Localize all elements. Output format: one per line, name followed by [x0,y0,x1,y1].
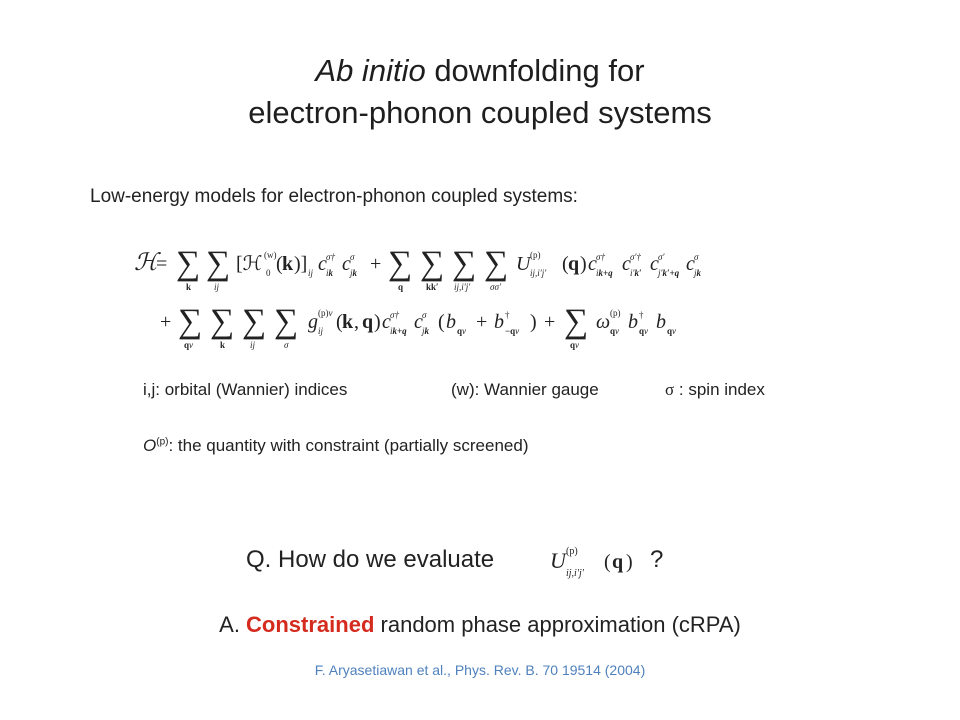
subtitle: Low-energy models for electron-phonon coupled systems: [90,186,578,207]
svg-text:ij,i′j′: ij,i′j′ [454,282,471,292]
legend-gauge: (w): Wannier gauge [451,380,599,399]
svg-text:q: q [362,311,374,333]
definition-symbol: O [143,436,157,455]
svg-text:b: b [628,311,638,333]
svg-text:σ†: σ† [596,252,605,262]
svg-text:g: g [308,311,318,333]
spin-symbol: σ [665,380,675,399]
svg-text:ω: ω [596,311,611,333]
svg-text:qν: qν [667,326,677,336]
svg-text:b: b [494,311,504,333]
title-line-1 [0,50,960,92]
svg-text:∑: ∑ [176,245,201,282]
svg-text:)]: )] [294,253,308,275]
svg-text:σ†: σ† [326,252,335,262]
svg-text:∑: ∑ [452,245,477,282]
svg-text:q: q [568,253,580,275]
svg-text:ij: ij [214,282,220,292]
question-mark: ? [650,546,664,573]
svg-text:(: ( [438,311,445,333]
u-p-symbol [548,540,646,582]
svg-text:k: k [186,282,192,292]
svg-text:c: c [622,253,631,275]
svg-text:ij: ij [318,326,324,336]
svg-text:ij: ij [250,340,256,350]
svg-text:(: ( [336,311,343,333]
svg-text:qν: qν [610,326,620,336]
definition-superscript: (p) [156,436,169,448]
svg-text:σ: σ [284,340,289,350]
answer-rest: random phase approximation (cRPA) [374,612,741,637]
svg-text:(: ( [604,551,611,573]
svg-text:∑: ∑ [178,303,203,340]
svg-text:σσ′: σσ′ [490,282,501,292]
spin-text: : spin index [674,380,765,399]
svg-text:σ: σ [350,252,355,262]
svg-text:ij,i′j′: ij,i′j′ [566,568,584,579]
svg-text:σ: σ [422,310,427,320]
svg-text:σ′†: σ′† [630,252,641,262]
title-italic: Ab initio [315,53,426,88]
svg-text:∑: ∑ [484,245,509,282]
svg-text:c: c [318,253,327,275]
answer-highlight: Constrained [246,612,375,637]
slide-title [0,50,960,134]
svg-text:k: k [220,340,226,350]
legend-indices: i,j: orbital (Wannier) indices [143,380,348,399]
svg-text:): ) [626,551,633,573]
svg-text:c: c [342,253,351,275]
svg-text:(p): (p) [610,308,621,318]
svg-text:(: ( [562,253,569,275]
svg-text:∑: ∑ [242,303,267,340]
answer [0,612,960,638]
svg-text:kk′: kk′ [426,282,439,292]
svg-text:j′k′+q: j′k′+q [658,268,680,278]
svg-text:†: † [639,310,644,320]
svg-text:jk: jk [422,326,430,336]
svg-text:0: 0 [266,268,271,278]
svg-text:b: b [656,311,666,333]
svg-text:−qν: −qν [505,326,520,336]
svg-text:†: † [505,310,510,320]
svg-text:): ) [374,311,381,333]
definition-text: : the quantity with constraint (partially screened) [168,436,529,455]
svg-text:c: c [650,253,659,275]
svg-text:q: q [398,282,404,292]
legend-spin [665,380,765,400]
svg-text:qν: qν [457,326,467,336]
svg-text:qν: qν [639,326,649,336]
svg-text:ik+q: ik+q [596,268,613,278]
svg-text:∑: ∑ [274,303,299,340]
svg-text:qν: qν [570,340,580,350]
svg-text:U: U [550,548,566,573]
svg-text:σ′: σ′ [658,252,665,262]
svg-text:c: c [414,311,423,333]
answer-prefix: A. [219,612,247,637]
svg-text:=: = [156,253,168,275]
svg-text:q: q [612,551,624,573]
svg-text:U: U [516,253,531,275]
reference-citation: F. Aryasetiawan et al., Phys. Rev. B. 70 19514 (2004) [314,662,646,678]
svg-text:ij: ij [308,268,314,278]
svg-text:∑: ∑ [564,303,589,340]
svg-text:+: + [544,311,556,333]
svg-text:qν: qν [184,340,194,350]
svg-text:ik: ik [326,268,334,278]
svg-text:(: ( [276,253,283,275]
title-line-2: electron-phonon coupled systems [248,95,712,130]
svg-text:+: + [160,311,172,333]
question: Q. How do we evaluate [246,546,495,573]
svg-text:jk: jk [694,268,702,278]
svg-text:k: k [282,253,294,275]
svg-text:σ†: σ† [390,310,399,320]
constraint-definition [143,436,528,456]
title-rest: downfolding for [425,53,645,88]
svg-text:∑: ∑ [420,245,445,282]
svg-text:+: + [476,311,488,333]
svg-text:∑: ∑ [388,245,413,282]
svg-text:ik+q: ik+q [390,326,407,336]
svg-text:∑: ∑ [206,245,231,282]
svg-text:i′k′: i′k′ [630,268,642,278]
svg-text:(p): (p) [530,250,541,260]
svg-text:[ℋ: [ℋ [236,253,263,275]
svg-text:c: c [686,253,695,275]
svg-text:(p): (p) [566,546,578,557]
hamiltonian-equation [130,236,820,356]
svg-text:c: c [382,311,391,333]
svg-text:+: + [370,253,382,275]
svg-text:c: c [588,253,597,275]
svg-text:(w): (w) [264,250,277,260]
svg-text:): ) [530,311,537,333]
svg-text:ij,i′j′: ij,i′j′ [530,268,547,278]
svg-text:(p)ν: (p)ν [318,308,333,318]
svg-text:): ) [580,253,587,275]
svg-text:jk: jk [350,268,358,278]
svg-text:∑: ∑ [210,303,235,340]
svg-text:b: b [446,311,456,333]
svg-text:,: , [354,311,359,333]
svg-text:ℋ: ℋ [134,250,158,276]
svg-text:σ: σ [694,252,699,262]
svg-text:k: k [342,311,354,333]
